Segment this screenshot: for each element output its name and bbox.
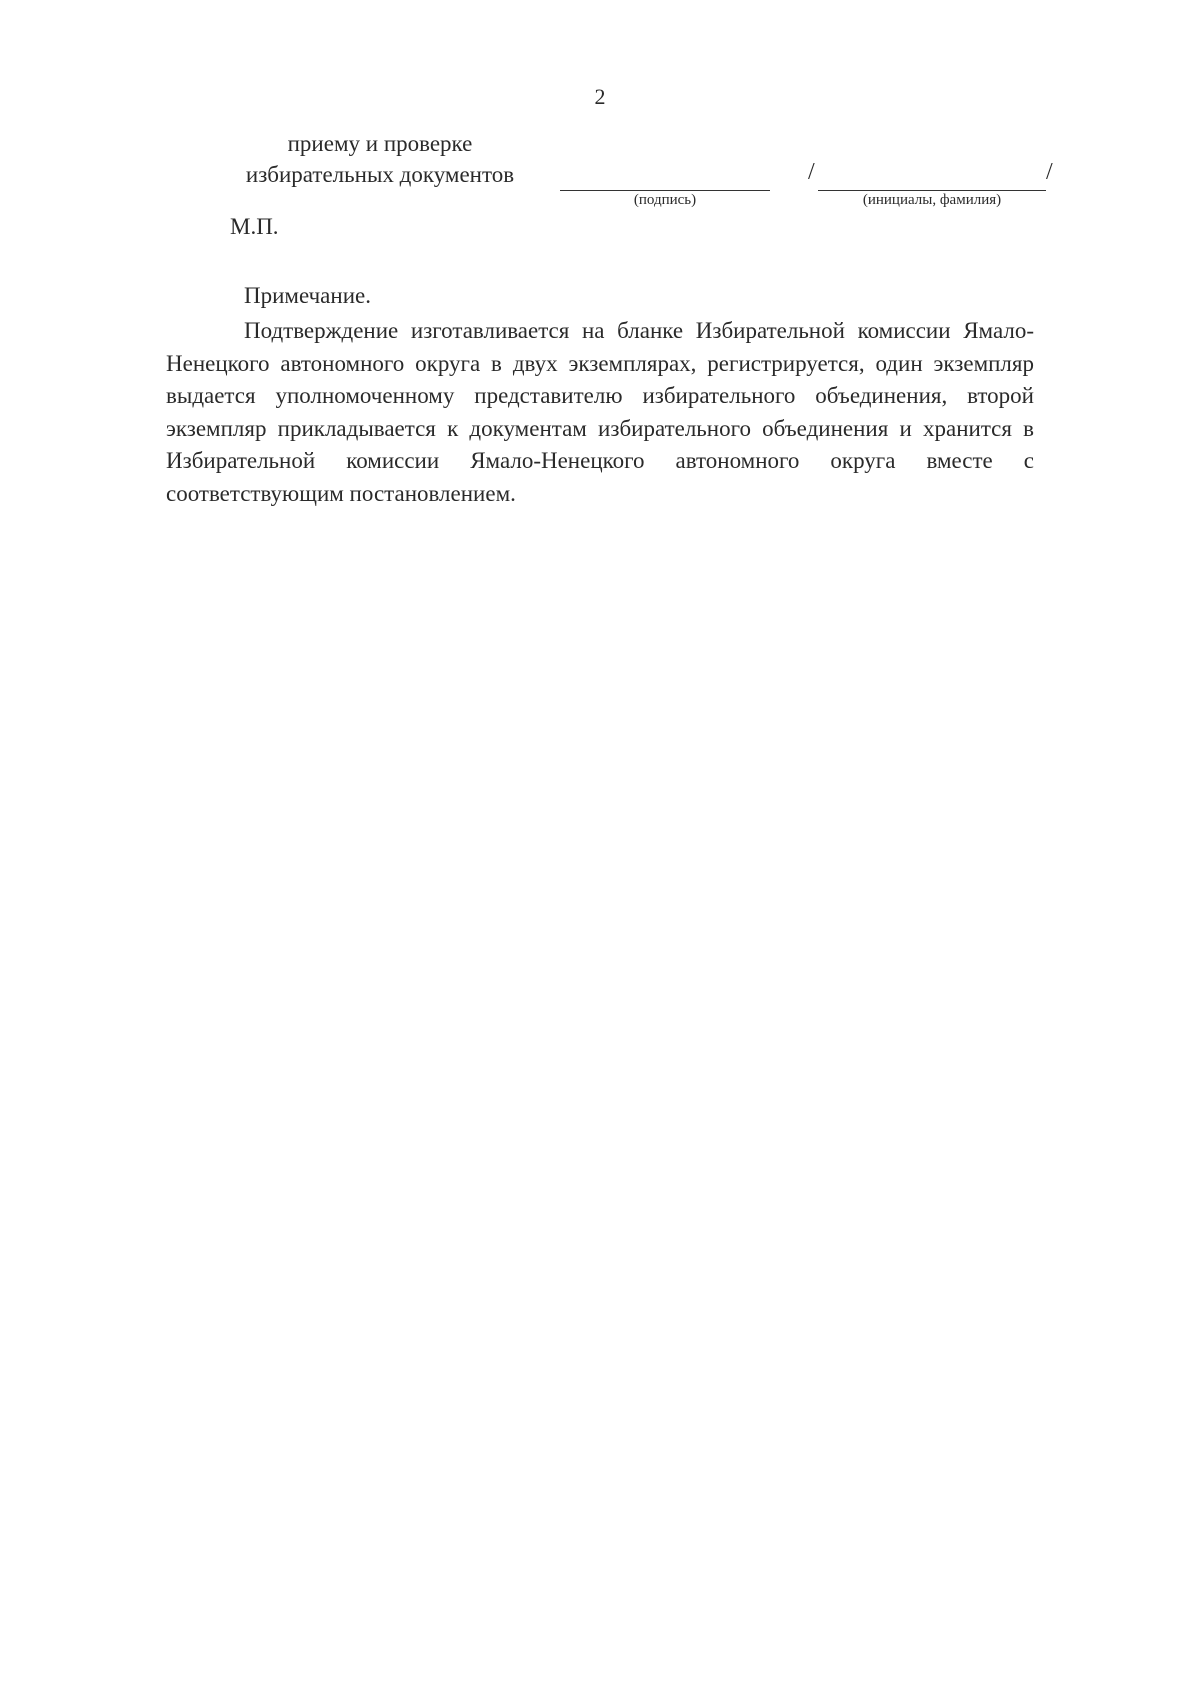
- name-slash-open: /: [808, 159, 815, 185]
- page-number: 2: [594, 84, 606, 109]
- note-body: Подтверждение изготавливается на бланке Избирательной комиссии Ямало-Ненецкого автономного округа в двух экземплярах, регистрируется, один экземпляр выдается уполномоченному представителю избирательного объединения, второй экземпляр прикладывается к документам избирательного объединения и хранится в Избирательной комиссии Ямало-Ненецкого автономного округа вместе с соответствующим постановлением.: [166, 318, 1034, 506]
- signature-line: [560, 190, 770, 191]
- signatory-role-line-1: приему и проверке: [287, 131, 473, 156]
- signatory-role: [200, 128, 560, 190]
- name-slash-close: /: [1046, 159, 1053, 185]
- name-line: [818, 190, 1046, 191]
- signature-caption: (подпись): [633, 192, 697, 208]
- note-title: Примечание.: [244, 283, 371, 308]
- name-caption: (инициалы, фамилия): [862, 192, 1002, 208]
- signatory-role-line-2: избирательных документов: [245, 162, 515, 187]
- stamp-place: М.П.: [230, 214, 279, 239]
